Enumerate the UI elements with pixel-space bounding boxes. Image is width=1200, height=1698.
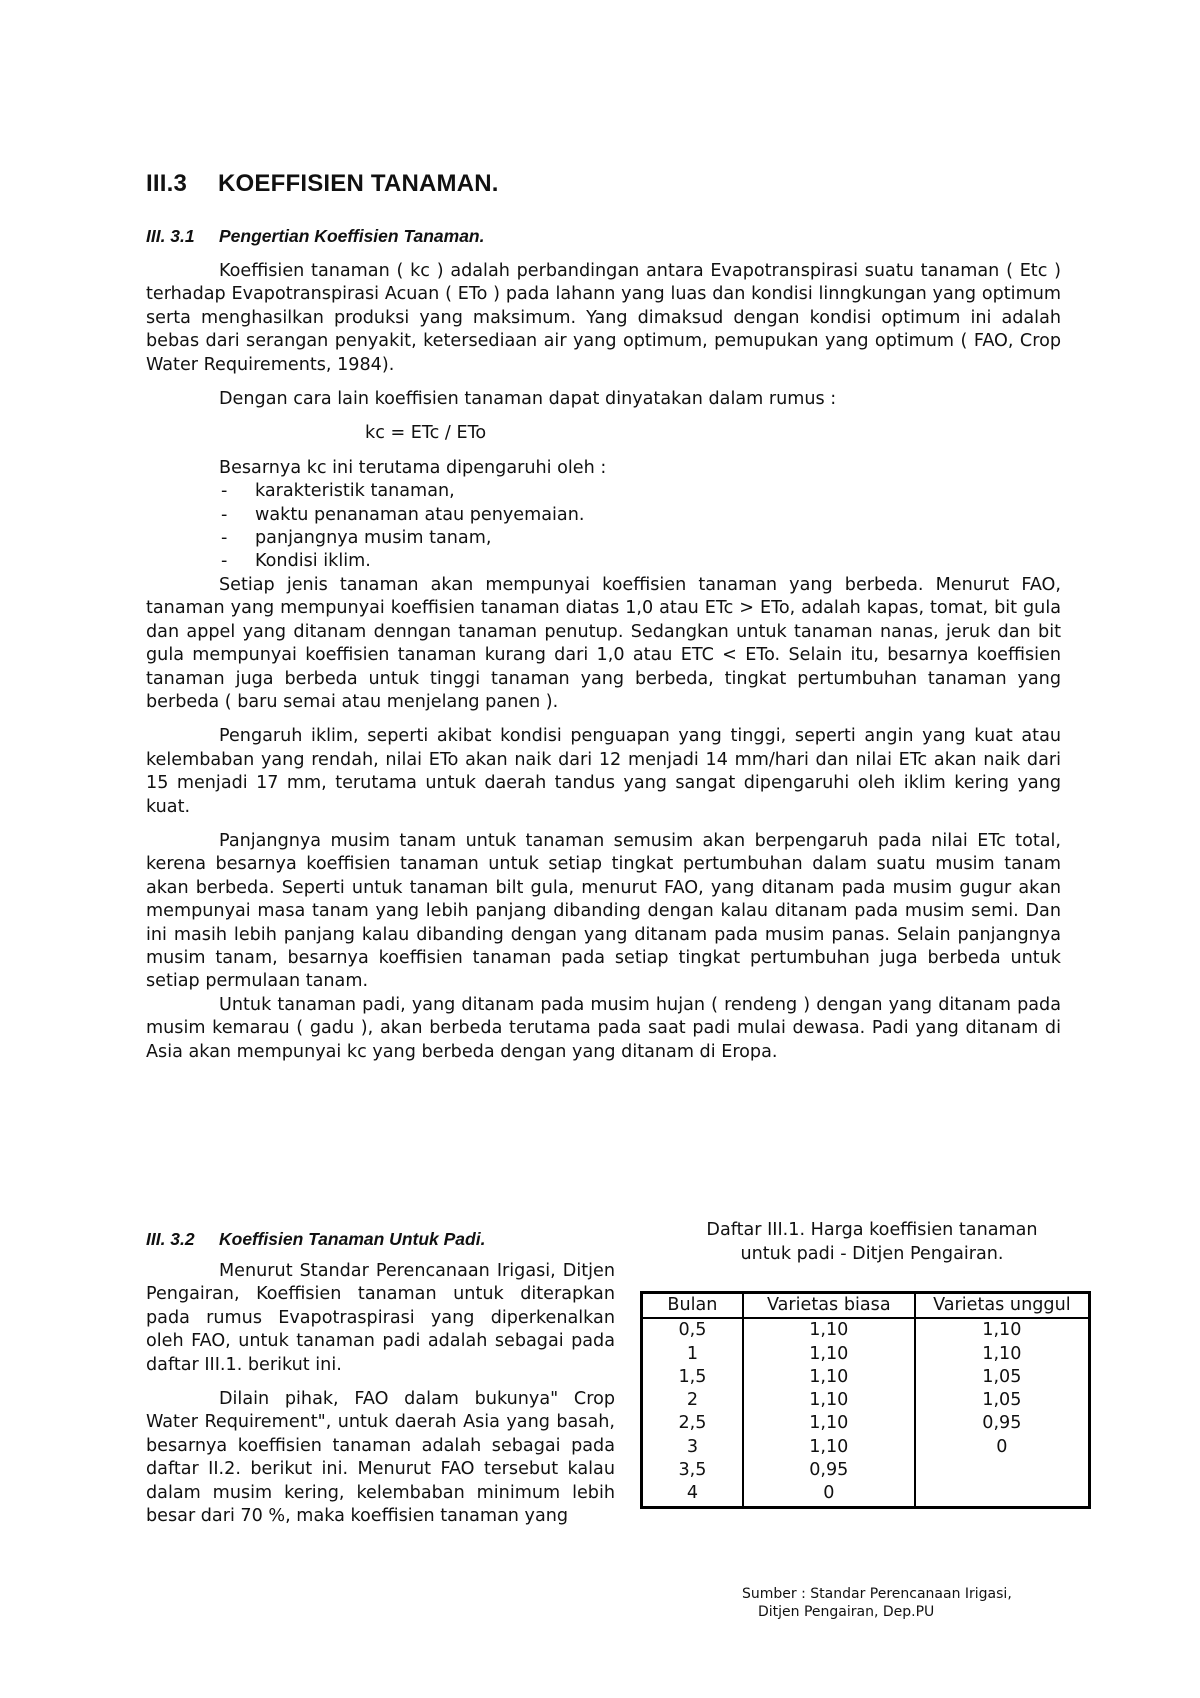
paragraph-crop-types: Setiap jenis tanaman akan mempunyai koeffisien tanaman yang berbeda. Menurut FAO, tanaman yang mempunyai koeffisien tanaman diatas 1,0 atau ETc > ETo, adalah kapas, tomat, bit gula dan appel yang ditanam denngan tanaman penutup. Sedangkan untuk tanaman nanas, jeruk dan bit gula mempunyai koeffisien tanaman kurang dari 1,0 atau ETC < ETo. Selain itu, besarnya koeffisien tanaman juga berbeda untuk tinggi tanaman yang berbeda, tingkat pertumbuhan tanaman yang berbeda ( baru semai atau menjelang panen ). <box>146 574 1061 712</box>
paragraph-rice: Untuk tanaman padi, yang ditanam pada musim hujan ( rendeng ) dengan yang ditanam pada musim kemarau ( gadu ), akan berbeda terutama pada saat padi mulai dewasa. Padi yang ditanam di Asia akan mempunyai kc yang berbeda dengan yang ditanam di Eropa. <box>146 994 1061 1062</box>
table-row: 2,5 1,10 0,95 <box>642 1412 1090 1435</box>
header-varietas-unggul: Varietas unggul <box>915 1293 1090 1319</box>
list-item: - karakteristik tanaman, <box>221 481 455 502</box>
source-line-2: Ditjen Pengairan, Dep.PU <box>758 1604 935 1620</box>
table-row: 2 1,10 1,05 <box>642 1389 1090 1412</box>
section-number: III.3 <box>146 170 188 197</box>
main-body <box>146 260 1061 1064</box>
subsection-title-2: Koeffisien Tanaman Untuk Padi. <box>219 1229 486 1249</box>
source-line-1: Sumber : Standar Perencanaan Irigasi, <box>742 1586 1012 1602</box>
header-bulan: Bulan <box>642 1293 743 1319</box>
paragraph-definition: Koeffisien tanaman ( kc ) adalah perbandingan antara Evapotranspirasi suatu tanaman ( Etc ) terhadap Evapotranspirasi Acuan ( ETo ) pada lahann yang luas dan kondisi linngkungan yang optimum serta menghasilkan produksi yang maksimum. Yang dimaksud dengan kondisi optimum ini adalah bebas dari serangan penyakit, ketersediaan air yang optimum, pemupukan yang optimum ( FAO, Crop Water Requirements, 1984). <box>146 261 1061 375</box>
table-caption-line-1: Daftar III.1. Harga koeffisien tanaman <box>706 1220 1038 1240</box>
table-row: 4 0 <box>642 1482 1090 1507</box>
table-header-row <box>642 1293 1090 1319</box>
table-caption <box>662 1218 1082 1266</box>
subsection-title-1: Pengertian Koeffisien Tanaman. <box>219 226 485 246</box>
table-source <box>742 1585 1122 1621</box>
subsection-heading-2 <box>146 1229 485 1250</box>
table-row: 1 1,10 1,10 <box>642 1343 1090 1366</box>
left-column <box>146 1260 615 1528</box>
list-item: - panjangnya musim tanam, <box>221 528 492 549</box>
list-item: - waktu penanaman atau penyemaian. <box>221 504 585 525</box>
subsection-number-1: III. 3.1 <box>146 226 195 246</box>
factors-list <box>146 480 1061 574</box>
subsection-number-2: III. 3.2 <box>146 1229 195 1249</box>
table-row: 0,5 1,10 1,10 <box>642 1318 1090 1342</box>
paragraph-formula-intro: Dengan cara lain koeffisien tanaman dapat dinyatakan dalam rumus : <box>219 389 837 410</box>
paragraph-season-length: Panjangnya musim tanam untuk tanaman semusim akan berpengaruh pada nilai ETc total, kerena besarnya koeffisien tanaman untuk setiap tingkat pertumbuhan dalam suatu musim tanam akan berbeda. Seperti untuk tanaman bilt gula, menurut FAO, yang ditanam pada musim gugur akan mempunyai masa tanam yang lebih panjang dibanding dengan kalau ditanam pada musim semi. Dan ini masih lebih panjang kalau dibanding dengan yang ditanam pada musim panas. Selain panjangnya musim tanam, besarnya koeffisien tanaman pada setiap tingkat pertumbuhan juga berbeda untuk setiap permulaan tanam. <box>146 830 1061 992</box>
table-row: 3 1,10 0 <box>642 1436 1090 1459</box>
header-varietas-biasa: Varietas biasa <box>743 1293 915 1319</box>
subsection-heading-1 <box>146 226 484 247</box>
kc-table <box>640 1291 1091 1509</box>
table-row: 3,5 0,95 <box>642 1459 1090 1482</box>
paragraph-climate: Pengaruh iklim, seperti akibat kondisi penguapan yang tinggi, seperti angin yang kuat atau kelembaban yang rendah, nilai ETo akan naik dari 12 menjadi 14 mm/hari dan nilai ETc akan naik dari 15 menjadi 17 mm, terutama untuk daerah tandus yang sangat dipengaruhi oleh iklim kering yang kuat. <box>146 726 1061 817</box>
list-item: - Kondisi iklim. <box>221 551 371 572</box>
section-title: KOEFFISIEN TANAMAN. <box>218 170 499 197</box>
table-caption-line-2: untuk padi - Ditjen Pengairan. <box>740 1244 1004 1264</box>
paragraph-factors-intro: Besarnya kc ini terutama dipengaruhi oleh : <box>219 457 607 478</box>
formula: kc = ETc / ETo <box>365 423 487 444</box>
section-heading <box>146 170 499 198</box>
paragraph-ditjen: Menurut Standar Perencanaan Irigasi, Ditjen Pengairan, Koeffisien tanaman untuk diterapkan pada rumus Evapotraspirasi yang diperkenalkan oleh FAO, untuk tanaman padi adalah sebagai pada daftar III.1. berikut ini. <box>146 1261 615 1375</box>
paragraph-fao: Dilain pihak, FAO dalam bukunya" Crop Water Requirement", untuk daerah Asia yang basah, besarnya koeffisien tanaman adalah sebagai pada daftar II.2. berikut ini. Menurut FAO tersebut kalau dalam musim kering, kelembaban minimum lebih besar dari 70 %, maka koeffisien tanaman yang <box>146 1389 615 1527</box>
table-row: 1,5 1,10 1,05 <box>642 1366 1090 1389</box>
